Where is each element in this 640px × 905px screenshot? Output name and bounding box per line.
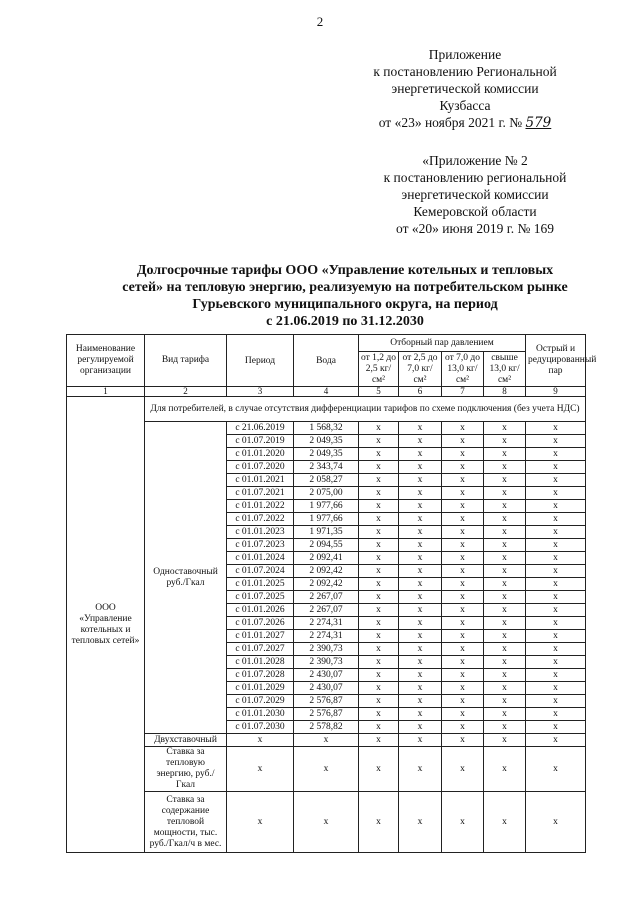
period-cell: с 01.07.2022 [227, 513, 294, 526]
period-cell: с 01.01.2027 [227, 630, 294, 643]
x-mark: x [359, 448, 399, 461]
water-value: 2 092,42 [294, 578, 359, 591]
water-value: 2 058,27 [294, 474, 359, 487]
x-mark: x [359, 526, 399, 539]
x-mark: x [484, 747, 526, 792]
x-mark: x [526, 513, 586, 526]
x-mark: x [442, 435, 484, 448]
water-value: 2 578,82 [294, 721, 359, 734]
header-steam-group: Отборный пар давлением [359, 335, 526, 352]
x-mark: x [359, 695, 399, 708]
x-mark: x [526, 474, 586, 487]
period-cell: с 01.07.2023 [227, 539, 294, 552]
period-cell: с 01.07.2030 [227, 721, 294, 734]
period-cell: с 01.01.2026 [227, 604, 294, 617]
x-mark: x [442, 578, 484, 591]
x-mark: x [484, 539, 526, 552]
water-value: 2 267,07 [294, 604, 359, 617]
col-number: 7 [442, 387, 484, 397]
x-mark: x [359, 617, 399, 630]
appendix-line: Кузбасса [439, 98, 491, 113]
x-mark: x [399, 448, 442, 461]
appendix-line: Приложение [428, 47, 502, 62]
x-mark: x [484, 721, 526, 734]
x-mark: x [484, 422, 526, 435]
x-mark: x [227, 747, 294, 792]
x-mark: x [294, 747, 359, 792]
x-mark: x [484, 552, 526, 565]
x-mark: x [359, 487, 399, 500]
header-sharp-steam: Острый и редуцированный пар [526, 335, 586, 387]
water-value: 2 075,00 [294, 487, 359, 500]
title-line: Долгосрочные тарифы ООО «Управление котельных и тепловых [136, 263, 554, 278]
water-value: 2 092,42 [294, 565, 359, 578]
x-mark: x [442, 526, 484, 539]
x-mark: x [399, 513, 442, 526]
x-mark: x [484, 604, 526, 617]
x-mark: x [399, 552, 442, 565]
x-mark: x [442, 539, 484, 552]
x-mark: x [399, 656, 442, 669]
x-mark: x [359, 721, 399, 734]
x-mark: x [526, 552, 586, 565]
appendix-header [340, 46, 590, 132]
period-cell: с 01.01.2029 [227, 682, 294, 695]
water-value: 2 274,31 [294, 630, 359, 643]
water-value: 1 977,66 [294, 513, 359, 526]
x-mark: x [399, 487, 442, 500]
col-number: 9 [526, 387, 586, 397]
x-mark: x [442, 474, 484, 487]
water-value: 2 576,87 [294, 708, 359, 721]
col-number: 8 [484, 387, 526, 397]
x-mark: x [442, 591, 484, 604]
x-mark: x [359, 461, 399, 474]
x-mark: x [526, 708, 586, 721]
x-mark: x [526, 448, 586, 461]
capacity-rate-label: Ставка за содержание тепловой мощности, тыс. руб./Гкал/ч в мес. [145, 792, 227, 853]
org-name-cell: ООО «Управление котельных и тепловых сетей» [67, 397, 145, 853]
x-mark: x [484, 792, 526, 853]
header-water: Вода [294, 335, 359, 387]
x-mark: x [294, 792, 359, 853]
x-mark: x [526, 747, 586, 792]
x-mark: x [442, 630, 484, 643]
x-mark: x [526, 656, 586, 669]
col-number: 6 [399, 387, 442, 397]
x-mark: x [399, 591, 442, 604]
period-cell: с 01.07.2028 [227, 669, 294, 682]
x-mark: x [359, 591, 399, 604]
title-line: с 21.06.2019 по 31.12.2030 [266, 314, 424, 329]
x-mark: x [359, 734, 399, 747]
col-number: 2 [145, 387, 227, 397]
appendix2-line: Кемеровской области [413, 204, 537, 219]
appendix2-line: энергетической комиссии [401, 187, 549, 202]
x-mark: x [359, 435, 399, 448]
x-mark: x [484, 474, 526, 487]
x-mark: x [442, 669, 484, 682]
x-mark: x [294, 734, 359, 747]
period-cell: с 01.07.2021 [227, 487, 294, 500]
x-mark: x [359, 630, 399, 643]
water-value: 2 267,07 [294, 591, 359, 604]
header-pressure-4: свыше 13,0 кг/см² [484, 352, 526, 387]
x-mark: x [399, 630, 442, 643]
period-cell: с 01.01.2021 [227, 474, 294, 487]
appendix2-line: «Приложение № 2 [422, 153, 528, 168]
x-mark: x [442, 682, 484, 695]
x-mark: x [359, 539, 399, 552]
x-mark: x [442, 792, 484, 853]
table-row [67, 747, 586, 792]
x-mark: x [442, 695, 484, 708]
single-rate-label: Одноставочный руб./Гкал [145, 422, 227, 734]
water-value: 2 092,41 [294, 552, 359, 565]
x-mark: x [526, 617, 586, 630]
col-number: 5 [359, 387, 399, 397]
x-mark: x [359, 643, 399, 656]
x-mark: x [399, 617, 442, 630]
water-value: 2 049,35 [294, 448, 359, 461]
x-mark: x [359, 682, 399, 695]
header-period: Период [227, 335, 294, 387]
title-line: сетей» на тепловую энергию, реализуемую на потребительском рынке [122, 280, 568, 295]
period-cell: с 01.07.2027 [227, 643, 294, 656]
period-cell: с 21.06.2019 [227, 422, 294, 435]
table-row [67, 422, 586, 435]
x-mark: x [399, 721, 442, 734]
water-value: 2 274,31 [294, 617, 359, 630]
x-mark: x [399, 682, 442, 695]
x-mark: x [526, 643, 586, 656]
x-mark: x [399, 578, 442, 591]
water-value: 2 343,74 [294, 461, 359, 474]
water-value: 2 094,55 [294, 539, 359, 552]
document-title [95, 262, 595, 330]
x-mark: x [359, 422, 399, 435]
page-number: 2 [316, 14, 324, 29]
x-mark: x [399, 604, 442, 617]
x-mark: x [442, 448, 484, 461]
x-mark: x [399, 500, 442, 513]
x-mark: x [526, 578, 586, 591]
title-line: Гурьевского муниципального округа, на период [192, 297, 498, 312]
energy-rate-label: Ставка за тепловую энергию, руб./Гкал [145, 747, 227, 792]
period-cell: с 01.07.2026 [227, 617, 294, 630]
x-mark: x [442, 617, 484, 630]
x-mark: x [359, 604, 399, 617]
x-mark: x [399, 708, 442, 721]
x-mark: x [399, 565, 442, 578]
x-mark: x [442, 604, 484, 617]
water-value: 2 390,73 [294, 643, 359, 656]
period-cell: с 01.01.2020 [227, 448, 294, 461]
water-value: 2 576,87 [294, 695, 359, 708]
x-mark: x [484, 643, 526, 656]
x-mark: x [484, 708, 526, 721]
x-mark: x [399, 695, 442, 708]
period-cell: с 01.01.2030 [227, 708, 294, 721]
x-mark: x [227, 792, 294, 853]
period-cell: с 01.07.2025 [227, 591, 294, 604]
x-mark: x [526, 539, 586, 552]
x-mark: x [484, 500, 526, 513]
two-rate-label: Двухставочный [145, 734, 227, 747]
x-mark: x [359, 669, 399, 682]
x-mark: x [359, 500, 399, 513]
x-mark: x [442, 513, 484, 526]
x-mark: x [442, 500, 484, 513]
period-cell: с 01.07.2020 [227, 461, 294, 474]
x-mark: x [359, 656, 399, 669]
x-mark: x [442, 747, 484, 792]
water-value: 1 568,32 [294, 422, 359, 435]
x-mark: x [526, 487, 586, 500]
header-org: Наименование регулируемой организации [67, 335, 145, 387]
x-mark: x [442, 734, 484, 747]
col-number: 4 [294, 387, 359, 397]
x-mark: x [484, 734, 526, 747]
appendix-date-line [340, 114, 590, 132]
x-mark: x [526, 792, 586, 853]
x-mark: x [442, 721, 484, 734]
x-mark: x [399, 461, 442, 474]
x-mark: x [399, 669, 442, 682]
x-mark: x [359, 578, 399, 591]
water-value: 1 971,35 [294, 526, 359, 539]
col-number: 1 [67, 387, 145, 397]
x-mark: x [484, 448, 526, 461]
x-mark: x [442, 643, 484, 656]
period-cell: с 01.07.2024 [227, 565, 294, 578]
x-mark: x [399, 734, 442, 747]
x-mark: x [359, 474, 399, 487]
x-mark: x [484, 682, 526, 695]
x-mark: x [399, 747, 442, 792]
x-mark: x [526, 435, 586, 448]
x-mark: x [526, 422, 586, 435]
appendix-date-text: от «23» ноября 2021 г. № [378, 115, 523, 130]
period-cell: с 01.01.2023 [227, 526, 294, 539]
table-row [67, 792, 586, 853]
table-row [67, 734, 586, 747]
x-mark: x [442, 487, 484, 500]
x-mark: x [359, 747, 399, 792]
appendix2-line: к постановлению региональной [383, 170, 567, 185]
x-mark: x [484, 630, 526, 643]
tariff-table [66, 334, 597, 853]
period-cell: с 01.01.2025 [227, 578, 294, 591]
x-mark: x [526, 604, 586, 617]
x-mark: x [484, 526, 526, 539]
x-mark: x [484, 578, 526, 591]
col-number: 3 [227, 387, 294, 397]
x-mark: x [484, 435, 526, 448]
water-value: 2 430,07 [294, 682, 359, 695]
header-pressure-1: от 1,2 до 2,5 кг/см² [359, 352, 399, 387]
x-mark: x [526, 682, 586, 695]
header-pressure-2: от 2,5 до 7,0 кг/см² [399, 352, 442, 387]
x-mark: x [484, 513, 526, 526]
period-cell: с 01.01.2022 [227, 500, 294, 513]
x-mark: x [526, 500, 586, 513]
water-value: 2 390,73 [294, 656, 359, 669]
x-mark: x [484, 591, 526, 604]
appendix2-line: от «20» июня 2019 г. № 169 [396, 221, 554, 236]
x-mark: x [526, 721, 586, 734]
x-mark: x [442, 461, 484, 474]
x-mark: x [442, 552, 484, 565]
x-mark: x [359, 565, 399, 578]
section-label: Для потребителей, в случае отсутствия дифференциации тарифов по схеме подключения (без учета НДС) [145, 397, 586, 422]
x-mark: x [526, 630, 586, 643]
x-mark: x [399, 792, 442, 853]
header-pressure-3: от 7,0 до 13,0 кг/см² [442, 352, 484, 387]
handwritten-number: 579 [525, 115, 552, 131]
x-mark: x [484, 695, 526, 708]
x-mark: x [442, 422, 484, 435]
period-cell: с 01.07.2019 [227, 435, 294, 448]
x-mark: x [526, 526, 586, 539]
header-tariff-type: Вид тарифа [145, 335, 227, 387]
x-mark: x [399, 474, 442, 487]
appendix-line: к постановлению Региональной [373, 64, 557, 79]
x-mark: x [227, 734, 294, 747]
appendix2-header [355, 152, 595, 237]
x-mark: x [399, 643, 442, 656]
x-mark: x [526, 695, 586, 708]
x-mark: x [399, 435, 442, 448]
water-value: 2 430,07 [294, 669, 359, 682]
x-mark: x [399, 539, 442, 552]
x-mark: x [526, 669, 586, 682]
x-mark: x [359, 513, 399, 526]
x-mark: x [526, 461, 586, 474]
x-mark: x [484, 656, 526, 669]
appendix-line: энергетической комиссии [391, 81, 539, 96]
x-mark: x [526, 734, 586, 747]
x-mark: x [359, 552, 399, 565]
x-mark: x [399, 526, 442, 539]
x-mark: x [442, 565, 484, 578]
x-mark: x [526, 565, 586, 578]
x-mark: x [442, 708, 484, 721]
x-mark: x [359, 792, 399, 853]
period-cell: с 01.01.2024 [227, 552, 294, 565]
water-value: 2 049,35 [294, 435, 359, 448]
x-mark: x [359, 708, 399, 721]
x-mark: x [484, 487, 526, 500]
x-mark: x [484, 461, 526, 474]
water-value: 1 977,66 [294, 500, 359, 513]
x-mark: x [484, 617, 526, 630]
x-mark: x [484, 669, 526, 682]
x-mark: x [484, 565, 526, 578]
period-cell: с 01.07.2029 [227, 695, 294, 708]
x-mark: x [526, 591, 586, 604]
period-cell: с 01.01.2028 [227, 656, 294, 669]
x-mark: x [442, 656, 484, 669]
x-mark: x [399, 422, 442, 435]
